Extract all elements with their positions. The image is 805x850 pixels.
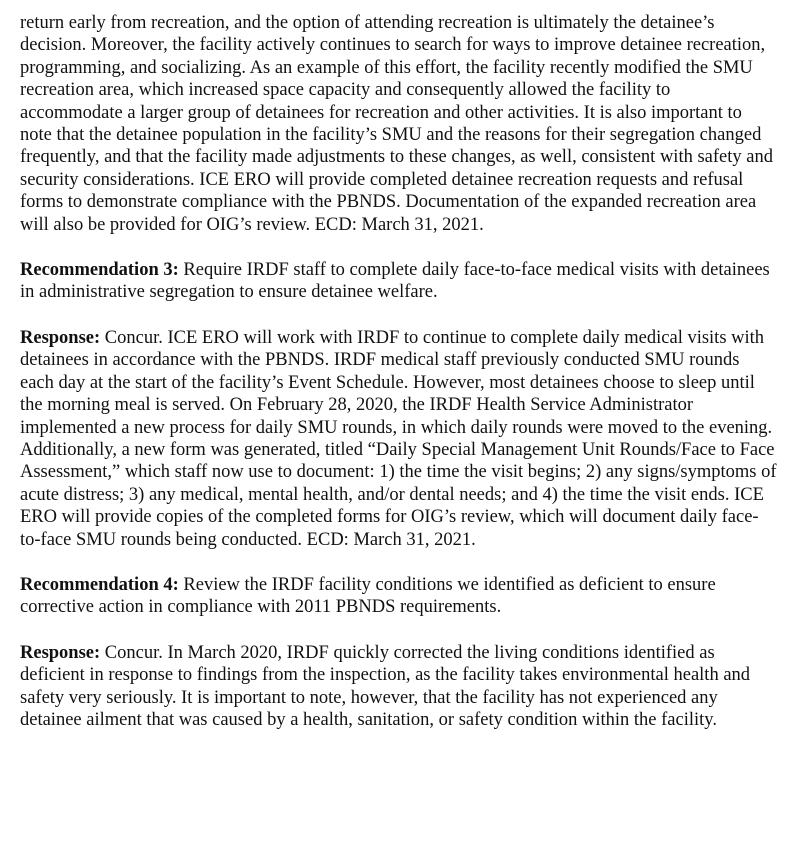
- recommendation-4-text: Review the IRDF facility conditions we identified as deficient to ensure corrective action in compliance with 2011 PBNDS requirements.: [20, 574, 716, 618]
- paragraph-recommendation-4: [20, 574, 777, 619]
- recommendation-4-label: Recommendation 4:: [20, 574, 179, 595]
- paragraph-body: return early from recreation, and the option of attending recreation is ultimately the detainee’s decision. Moreover, the facility actively continues to search for ways to improve detainee recreation, programming, and socializing. As an example of this effort, the facility recently modified the SMU recreation area, which increased space capacity and consequently allowed the facility to accommodate a larger group of detainees for recreation and other activities. It is also important to note that the detainee population in the facility’s SMU and the reasons for their segregation changed frequently, and that the facility made adjustments to these changes, as well, consistent with safety and security considerations. ICE ERO will provide completed detainee recreation requests and refusal forms to demonstrate compliance with the PBNDS. Documentation of the expanded recreation area will also be provided for OIG’s review. ECD: March 31, 2021.: [20, 13, 773, 235]
- paragraph-recreation-continued: [20, 12, 777, 236]
- response-3-text: Concur. ICE ERO will work with IRDF to continue to complete daily medical visits with detainees in accordance with the PBNDS. IRDF medical staff previously conducted SMU rounds each day at the start of the facility’s Event Schedule. However, most detainees choose to sleep until the morning meal is served. On February 28, 2020, the IRDF Health Service Administrator implemented a new process for daily SMU rounds, in which daily rounds were moved to the evening. Additionally, a new form was generated, titled “Daily Special Management Unit Rounds/Face to Face Assessment,” which staff now use to document: 1) the time the visit begins; 2) any signs/symptoms of acute distress; 3) any medical, mental health, and/or dental needs; and 4) the time the visit ends. ICE ERO will provide copies of the completed forms for OIG’s review, which will document daily face-to-face SMU rounds being conducted. ECD: March 31, 2021.: [20, 327, 777, 550]
- recommendation-3-text: Require IRDF staff to complete daily face-to-face medical visits with detainees in administrative segregation to ensure detainee welfare.: [20, 260, 770, 303]
- recommendation-3-label: Recommendation 3:: [20, 260, 179, 281]
- paragraph-response-4: [20, 642, 777, 732]
- paragraph-recommendation-3: [20, 259, 777, 304]
- response-4-label: Response:: [20, 642, 101, 663]
- response-4-text: Concur. In March 2020, IRDF quickly corrected the living conditions identified as deficient in response to findings from the inspection, as the facility takes environmental health and safety very seriously. It is important to note, however, that the facility has not experienced any detainee ailment that was caused by a health, sanitation, or safety condition within the facility.: [20, 642, 751, 730]
- response-3-label: Response:: [20, 327, 101, 348]
- paragraph-response-3: [20, 327, 777, 551]
